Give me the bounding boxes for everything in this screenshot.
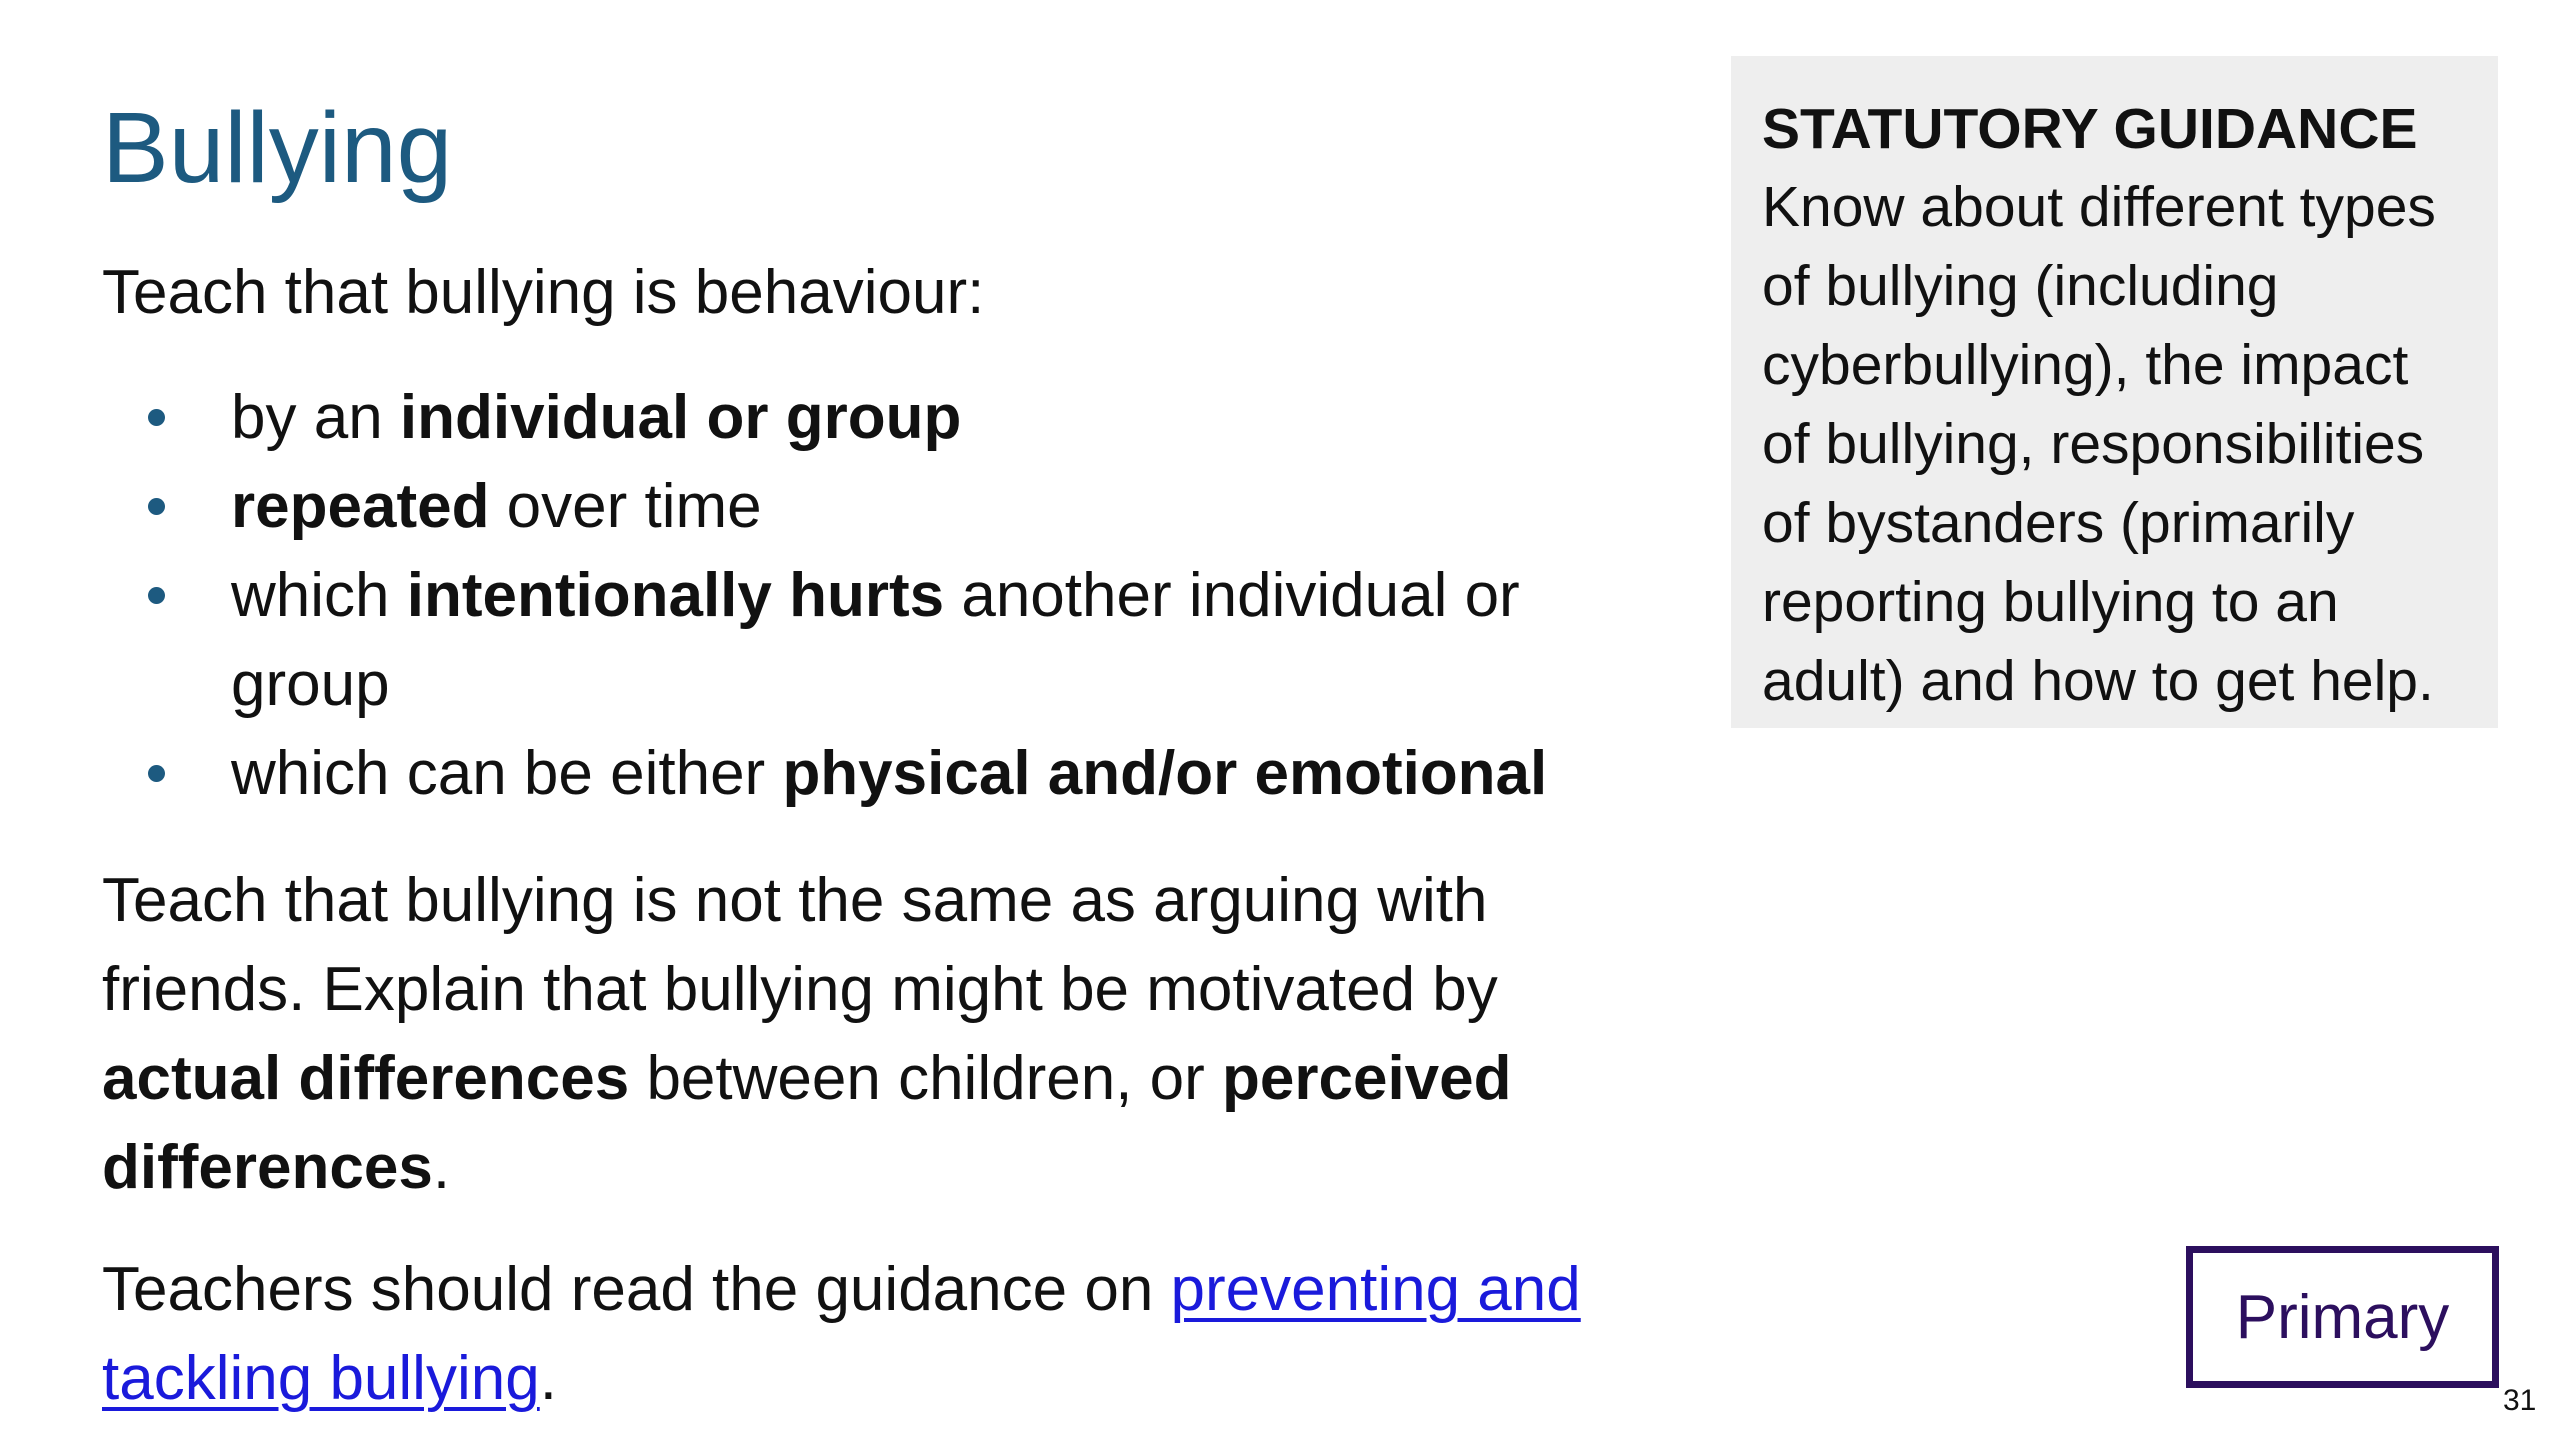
list-item: which can be either physical and/or emotional [102,729,1662,818]
guidance-text: Know about different types of bullying (including cyberbullying), the impact of bullying, responsibilities of bystanders (primarily reporting bullying to an adult) and how to get help. [1762,175,2436,713]
bullet-icon [148,498,165,515]
guidance-paragraph: Teachers should read the guidance on preventing and tackling bullying. [102,1255,1581,1413]
page-number: 31 [2503,1384,2537,1417]
bullet-emphasis: individual or group [399,383,962,452]
bullet-icon [148,587,165,604]
bullet-emphasis: repeated [231,472,490,541]
list-item: which intentionally hurts another individual or group [102,551,1662,729]
bullet-icon [148,409,165,426]
list-item: by an individual or group [102,373,1662,462]
list-item: repeated over time [102,462,1662,551]
bullet-list [102,373,1662,818]
page-title: Bullying [102,92,453,204]
differences-paragraph: Teach that bullying is not the same as arguing with friends. Explain that bullying might be motivated by actual differences between children, or perceived differences. [102,866,1512,1202]
bullet-icon [148,765,165,782]
guidance-title: STATUTORY GUIDANCE [1762,97,2418,161]
statutory-guidance-box [1731,56,2498,728]
primary-tag: Primary [2186,1246,2499,1388]
emphasis-actual-differences: actual differences [102,1044,630,1113]
intro-text: Teach that bullying is behaviour: [102,258,985,327]
bullet-emphasis: intentionally hurts [406,561,945,630]
bullet-emphasis: physical and/or emotional [782,739,1548,808]
preventing-bullying-link[interactable]: preventing and tackling bullying [102,1255,1581,1413]
emphasis-perceived-differences: perceived differences [102,1044,1512,1202]
